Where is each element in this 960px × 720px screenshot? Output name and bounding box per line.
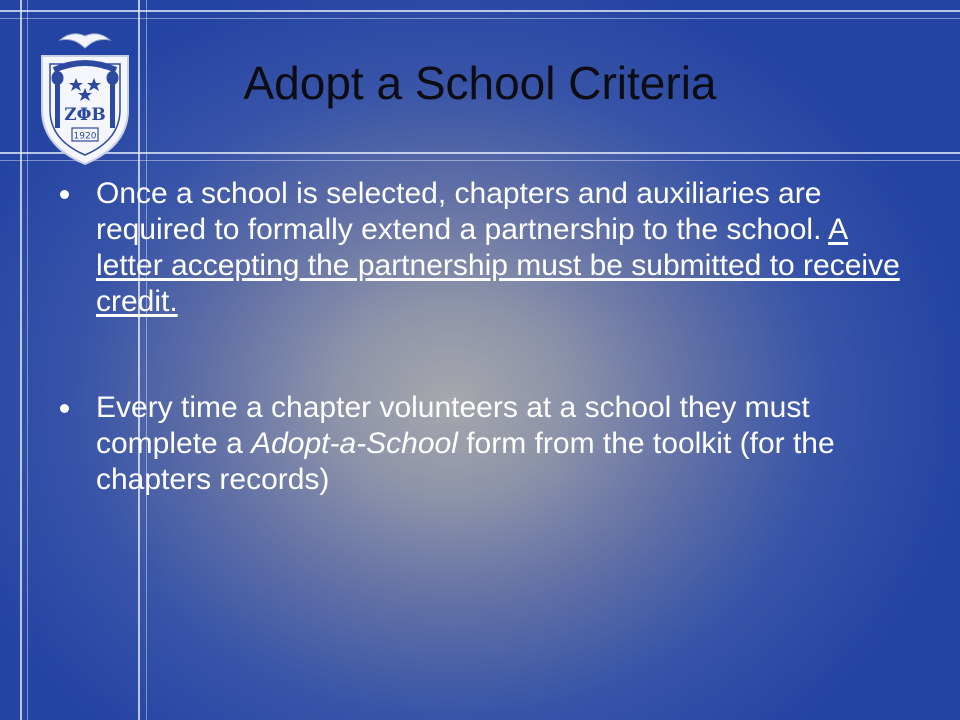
bullet-text: form from the toolkit (for the chapters records)	[96, 427, 835, 496]
bullet-dot-icon	[60, 404, 69, 413]
slide-title: Adopt a School Criteria	[243, 57, 717, 109]
bullet-dot-icon	[60, 190, 69, 199]
sorority-crest-icon	[20, 18, 150, 168]
bullet-item	[60, 176, 920, 320]
svg-text:ZΦB: ZΦB	[64, 105, 106, 125]
frame-line	[0, 10, 960, 12]
bullet-italic-text: Adopt-a-School	[251, 427, 458, 460]
bullet-list	[60, 176, 920, 498]
bullet-text: Every time a chapter volunteers at a school they must complete a	[96, 391, 810, 460]
bullet-item	[60, 390, 920, 498]
svg-text:1920: 1920	[73, 131, 97, 142]
bullet-text: Once a school is selected, chapters and auxiliaries are required to formally extend a partnership to the school.	[96, 177, 829, 246]
bullet-underlined-text: A letter accepting the partnership must be submitted to receive credit.	[96, 213, 900, 318]
